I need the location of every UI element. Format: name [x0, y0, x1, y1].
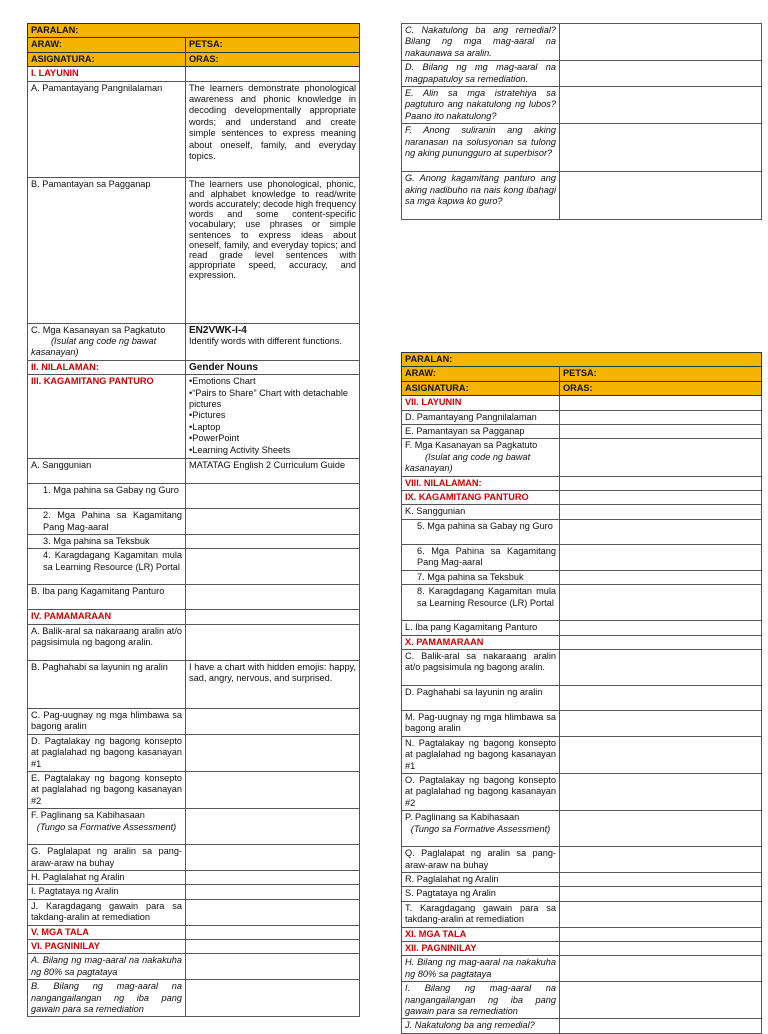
empty-cell	[560, 811, 762, 847]
empty-cell	[186, 734, 360, 771]
empty-cell	[186, 610, 360, 624]
kasanayan-note: (Isulat ang code ng bawat kasanayan)	[31, 336, 157, 358]
row-label-kasanayan	[28, 323, 186, 360]
empty-cell	[186, 509, 360, 535]
empty-cell	[560, 1019, 762, 1033]
kasanayan-note: (Isulat ang code ng bawat kasanayan)	[405, 451, 531, 474]
empty-cell	[186, 585, 360, 610]
empty-cell	[560, 519, 762, 544]
reflection-i: I. Bilang ng mag-aaral na nangangailangan ng iba pang gawain para sa remediation	[402, 982, 560, 1019]
row-label-balik-aral: C. Balik-aral sa nakaraang aralin at/o pagsisimula ng bagong aralin.	[402, 649, 560, 685]
row-label-pagtalakay-1: D. Pagtalakay ng bagong konsepto at paglalahad ng bagong kasanayan #1	[28, 734, 186, 771]
kasanayan-cell	[186, 323, 360, 360]
section-kagamitang-panturo: III. KAGAMITANG PANTURO	[28, 375, 186, 459]
row-label-karagdagang-gawain: J. Karagdagang gawain para sa takdang-aralin at remediation	[28, 899, 186, 925]
empty-cell	[560, 425, 762, 439]
paralan-label: PARALAN:	[402, 353, 762, 367]
empty-cell	[186, 708, 360, 734]
empty-cell	[186, 535, 360, 549]
row-label-balik-aral: A. Balik-aral sa nakaraang aralin at/o pagsisimula ng bagong aralin.	[28, 624, 186, 660]
row-label-pag-uugnay: C. Pag-uugnay ng mga hlimbawa sa bagong aralin	[28, 708, 186, 734]
empty-cell	[560, 396, 762, 410]
material-item: • “Pairs to Share” Chart with detachable pictures	[189, 388, 356, 411]
empty-cell	[186, 771, 360, 808]
reflection-b: B. Bilang ng mag-aaral na nangangailangan ng iba pang gawain para sa remediation	[28, 980, 186, 1017]
row-label-iba-pang: L. Iba pang Kagamitang Panturo	[402, 621, 560, 635]
motivation-text: I have a chart with hidden emojis: happy, sad, angry, nervous, and surprised.	[186, 660, 360, 708]
topic-gender-nouns: Gender Nouns	[186, 360, 360, 374]
empty-cell	[560, 439, 762, 476]
reflection-a: A. Bilang ng mag-aaral na nakakuha ng 80% sa pagtataya	[28, 954, 186, 980]
row-label-lr-portal: 8. Karagdagang Kagamitan mula sa Learning Resource (LR) Portal	[402, 585, 560, 621]
row-label-teksbuk: 7. Mga pahina sa Teksbuk	[402, 570, 560, 584]
empty-cell	[186, 549, 360, 585]
material-item: • PowerPoint	[189, 433, 356, 444]
empty-cell	[560, 410, 762, 424]
reflection-f: F. Anong suliranin ang aking naranasan na solusyonan sa tulong ng aking punungguro at superbisor?	[402, 124, 560, 172]
row-label-paghahabi: D. Paghahabi sa layunin ng aralin	[402, 685, 560, 710]
row-label-sanggunian: A. Sanggunian	[28, 459, 186, 484]
empty-cell	[560, 635, 762, 649]
petsa-label: PETSA:	[186, 38, 360, 52]
empty-cell	[560, 773, 762, 810]
empty-cell	[560, 24, 762, 61]
row-label-kabihasaan	[28, 809, 186, 845]
empty-cell	[560, 847, 762, 873]
empty-cell	[186, 845, 360, 871]
section-layunin: VII. LAYUNIN	[402, 396, 560, 410]
empty-cell	[186, 980, 360, 1017]
row-label-kagamitang-magaaral: 6. Mga Pahina sa Kagamitang Pang Mag-aaral	[402, 544, 560, 570]
row-label-kabihasaan	[402, 811, 560, 847]
row-label-pagtalakay-2: E. Pagtalakay ng bagong konsepto at paglalahad ng bagong kasanayan #2	[28, 771, 186, 808]
reflection-j: J. Nakatulong ba ang remedial?	[402, 1019, 560, 1033]
empty-cell	[560, 982, 762, 1019]
paralan-label: PARALAN:	[28, 24, 360, 38]
reflection-c: C. Nakatulong ba ang remedial? Bilang ng mga mag-aaral na nakaunawa sa aralin.	[402, 24, 560, 61]
empty-cell	[560, 61, 762, 87]
empty-cell	[186, 484, 360, 509]
empty-cell	[560, 942, 762, 956]
empty-cell	[560, 585, 762, 621]
row-label-pamantayan-pagganap: E. Pamantayan sa Pagganap	[402, 425, 560, 439]
materials-list	[189, 376, 356, 456]
section-pagninilay: VI. PAGNINILAY	[28, 939, 186, 953]
row-label-karagdagang-gawain: T. Karagdagang gawain para sa takdang-aralin at remediation	[402, 901, 560, 927]
reflection-continuation-table	[401, 23, 762, 220]
empty-cell	[186, 885, 360, 899]
row-label-paglalahat: R. Paglalahat ng Aralin	[402, 872, 560, 886]
empty-cell	[560, 927, 762, 941]
row-label-paglalapat: G. Paglalapat ng aralin sa pang-araw-araw na buhay	[28, 845, 186, 871]
content-standard-text: The learners demonstrate phonological awareness and phonic knowledge in decoding developmentally appropriate words; and understand and create simple sentences to express meaning about oneself, family, and everyday topics.	[186, 81, 360, 177]
empty-cell	[560, 685, 762, 710]
section-nilalaman: II. NILALAMAN:	[28, 360, 186, 374]
empty-cell	[186, 939, 360, 953]
materials-list-cell	[186, 375, 360, 459]
material-item: • Emotions Chart	[189, 376, 356, 387]
oras-label: ORAS:	[560, 381, 762, 395]
empty-cell	[560, 872, 762, 886]
empty-cell	[560, 710, 762, 736]
empty-cell	[560, 956, 762, 982]
row-label-paglalapat: Q. Paglalapat ng aralin sa pang-araw-araw na buhay	[402, 847, 560, 873]
kabihasaan-label: F. Paglinang sa Kabihasaan	[31, 810, 145, 821]
row-label-teksbuk: 3. Mga pahina sa Teksbuk	[28, 535, 186, 549]
reference-text: MATATAG English 2 Curriculum Guide	[186, 459, 360, 484]
kabihasaan-label: P. Paglinang sa Kabihasaan	[405, 812, 520, 823]
row-label-gabay: 1. Mga pahina sa Gabay ng Guro	[28, 484, 186, 509]
section-nilalaman: VIII. NILALAMAN:	[402, 476, 560, 490]
row-label-pag-uugnay: M. Pag-uugnay ng mga hlimbawa sa bagong aralin	[402, 710, 560, 736]
section-pagninilay: XII. PAGNINILAY	[402, 942, 560, 956]
competency-code: EN2VWK-I-4	[189, 324, 247, 336]
empty-cell	[560, 476, 762, 490]
competency-text: Identify words with different functions.	[189, 336, 343, 347]
empty-cell	[560, 901, 762, 927]
lesson-plan-table-1	[27, 23, 360, 1017]
row-label-iba-pang: B. Iba pang Kagamitang Panturo	[28, 585, 186, 610]
kasanayan-label: F. Mga Kasanayan sa Pagkatuto	[405, 440, 538, 451]
empty-cell	[560, 124, 762, 172]
reflection-d: D. Bilang ng mg mag-aaral na magpapatuloy sa remediation.	[402, 61, 560, 87]
row-label-pamantayang-pangnilalaman: A. Pamantayang Pangnilalaman	[28, 81, 186, 177]
section-mga-tala: XI. MGA TALA	[402, 927, 560, 941]
row-label-sanggunian: K. Sanggunian	[402, 505, 560, 519]
row-label-gabay: 5. Mga pahina sa Gabay ng Guro	[402, 519, 560, 544]
row-label-pamantayang-pangnilalaman: D. Pamantayang Pangnilalaman	[402, 410, 560, 424]
reflection-g: G. Anong kagamitang panturo ang aking nadibuho na nais kong ibahagi sa mga kapwa ko guro?	[402, 172, 560, 220]
empty-cell	[186, 624, 360, 660]
reflection-e: E. Alin sa mga istratehiya sa pagtuturo ang nakatulong ng lubos?Paano ito nakatulong?	[402, 87, 560, 124]
lesson-plan-table-2	[401, 352, 762, 1034]
kasanayan-label: C. Mga Kasanayan sa Pagkatuto	[31, 324, 166, 335]
material-item: • Pictures	[189, 410, 356, 421]
petsa-label: PETSA:	[560, 367, 762, 381]
empty-cell	[560, 621, 762, 635]
section-layunin: I. LAYUNIN	[28, 67, 186, 81]
oras-label: ORAS:	[186, 52, 360, 66]
asignatura-label: ASIGNATURA:	[28, 52, 186, 66]
empty-cell	[560, 505, 762, 519]
araw-label: ARAW:	[28, 38, 186, 52]
empty-cell	[186, 954, 360, 980]
empty-cell	[186, 809, 360, 845]
row-label-paghahabi: B. Paghahabi sa layunin ng aralin	[28, 660, 186, 708]
row-label-pagtalakay-1: N. Pagtalakay ng bagong konsepto at paglalahad ng bagong kasanayan #1	[402, 736, 560, 773]
performance-standard-text: The learners use phonological, phonic, and alphabet knowledge to read/write words accurately; decode high frequency words and some content-specific vocabulary; use phrases or simple sentences to express ideas about oneself, family, and everyday topics; and read grade level sentences with appropriate speed, accuracy, and expression.	[186, 177, 360, 323]
asignatura-label: ASIGNATURA:	[402, 381, 560, 395]
empty-cell	[560, 544, 762, 570]
section-pamamaraan: X. PAMAMARAAN	[402, 635, 560, 649]
empty-cell	[560, 649, 762, 685]
reflection-h: H. Bilang ng mag-aaral na nakakuha ng 80% sa pagtataya	[402, 956, 560, 982]
empty-cell	[186, 925, 360, 939]
row-label-pamantayan-pagganap: B. Pamantayan sa Pagganap	[28, 177, 186, 323]
row-label-kagamitang-magaaral: 2. Mga Pahina sa Kagamitang Pang Mag-aaral	[28, 509, 186, 535]
row-label-lr-portal: 4. Karagdagang Kagamitan mula sa Learning Resource (LR) Portal	[28, 549, 186, 585]
kabihasaan-note: (Tungo sa Formative Assessment)	[36, 821, 177, 832]
row-label-kasanayan	[402, 439, 560, 476]
empty-cell	[560, 87, 762, 124]
row-label-pagtataya: S. Pagtataya ng Aralin	[402, 887, 560, 901]
row-label-pagtataya: I. Pagtataya ng Aralin	[28, 885, 186, 899]
kabihasaan-note: (Tungo sa Formative Assessment)	[410, 823, 551, 834]
empty-cell	[560, 887, 762, 901]
araw-label: ARAW:	[402, 367, 560, 381]
empty-cell	[560, 491, 762, 505]
material-item: • Learning Activity Sheets	[189, 445, 356, 456]
section-mga-tala: V. MGA TALA	[28, 925, 186, 939]
section-kagamitang-panturo: IX. KAGAMITANG PANTURO	[402, 491, 560, 505]
empty-cell	[560, 172, 762, 220]
material-item: • Laptop	[189, 422, 356, 433]
section-pamamaraan: IV. PAMAMARAAN	[28, 610, 186, 624]
empty-cell	[186, 899, 360, 925]
empty-cell	[560, 570, 762, 584]
empty-cell	[186, 67, 360, 81]
row-label-pagtalakay-2: O. Pagtalakay ng bagong konsepto at paglalahad ng bagong kasanayan #2	[402, 773, 560, 810]
empty-cell	[186, 870, 360, 884]
empty-cell	[560, 736, 762, 773]
row-label-paglalahat: H. Paglalahat ng Aralin	[28, 870, 186, 884]
